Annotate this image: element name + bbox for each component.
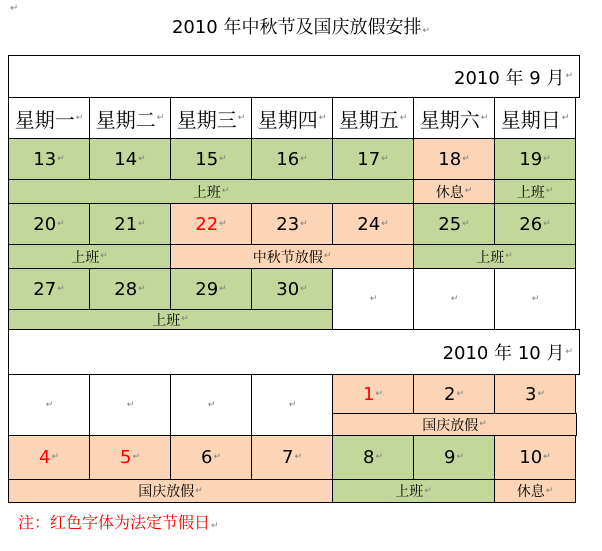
empty-cell <box>89 374 171 436</box>
paragraph-mark-icon: ↵ <box>456 388 464 399</box>
paragraph-mark-icon: ↵ <box>545 485 554 496</box>
paragraph-mark-icon: ↵ <box>132 452 140 462</box>
paragraph-mark-icon: ↵ <box>300 218 308 229</box>
paragraph-mark-icon: ↵ <box>323 251 332 261</box>
paragraph-mark-icon: ↵ <box>450 293 459 304</box>
paragraph-mark-icon: ↵ <box>100 251 108 261</box>
date-cell: 15 ↵ <box>170 138 252 180</box>
status-label: 国庆放假 ↵ <box>332 413 577 436</box>
date-cell: 8 ↵ <box>332 435 414 480</box>
date-cell: 5 ↵ <box>89 435 171 480</box>
paragraph-mark-icon: ↵ <box>207 399 216 410</box>
status-label: 上班 ↵ <box>494 179 576 204</box>
september-header: 2010 年 9 月 ↵ <box>8 55 580 98</box>
date-cell: 26 ↵ <box>494 203 576 245</box>
paragraph-mark-icon: ↵ <box>219 153 227 164</box>
paragraph-mark-icon: ↵ <box>51 452 59 462</box>
paragraph-mark-icon: ↵ <box>543 452 551 462</box>
date-cell: 1 ↵ <box>332 374 414 414</box>
status-label: 上班 ↵ <box>8 309 333 330</box>
paragraph-mark-icon: ↵ <box>138 283 146 294</box>
paragraph-mark-icon: ↵ <box>294 452 302 462</box>
paragraph-mark-icon: ↵ <box>462 218 470 229</box>
paragraph-mark-icon: ↵ <box>181 314 189 324</box>
paragraph-mark-icon: ↵ <box>462 153 470 164</box>
paragraph-mark-icon: ↵ <box>381 218 389 229</box>
paragraph-mark-icon: ↵ <box>318 112 327 123</box>
status-label: 上班 ↵ <box>332 479 495 503</box>
paragraph-mark-icon: ↵ <box>138 153 146 164</box>
weekday-header: 星期一 ↵ <box>8 97 90 139</box>
empty-cell <box>494 268 576 330</box>
weekday-header: 星期五 ↵ <box>332 97 414 139</box>
empty-cell <box>332 268 414 330</box>
date-cell: 24 ↵ <box>332 203 414 245</box>
footnote: 注：红色字体为法定节假日↵ <box>18 513 219 532</box>
empty-cell <box>413 268 495 330</box>
date-cell: 13 ↵ <box>8 138 90 180</box>
date-cell: 6 ↵ <box>170 435 252 480</box>
date-cell: 27 ↵ <box>8 268 90 310</box>
paragraph-mark-icon: ↵ <box>543 153 551 164</box>
date-cell: 21 ↵ <box>89 203 171 245</box>
date-cell: 7 ↵ <box>251 435 333 480</box>
date-cell: 19 ↵ <box>494 138 576 180</box>
status-label: 休息 ↵ <box>494 479 576 503</box>
status-label: 休息 ↵ <box>413 179 495 204</box>
paragraph-mark-icon: ↵ <box>126 399 135 410</box>
date-cell: 16 ↵ <box>251 138 333 180</box>
paragraph-mark-icon: ↵ <box>375 452 383 462</box>
paragraph-mark-icon: ↵ <box>10 3 19 14</box>
paragraph-mark-icon: ↵ <box>531 293 540 304</box>
paragraph-mark-icon: ↵ <box>57 283 65 294</box>
empty-cell <box>8 374 90 436</box>
paragraph-mark-icon: ↵ <box>237 112 246 123</box>
paragraph-mark-icon: ↵ <box>219 283 227 294</box>
date-cell: 3 ↵ <box>494 374 576 414</box>
paragraph-mark-icon: ↵ <box>221 186 230 196</box>
paragraph-mark-icon: ↵ <box>565 71 573 81</box>
status-label: 国庆放假 ↵ <box>8 479 333 503</box>
weekday-header: 星期二 ↵ <box>89 97 171 139</box>
weekday-header: 星期三 ↵ <box>170 97 252 139</box>
date-cell: 4 ↵ <box>8 435 90 480</box>
paragraph-mark-icon: ↵ <box>545 186 554 196</box>
paragraph-mark-icon: ↵ <box>456 452 464 462</box>
date-cell: 17 ↵ <box>332 138 414 180</box>
paragraph-mark-icon: ↵ <box>479 419 487 429</box>
weekday-header: 星期四 ↵ <box>251 97 333 139</box>
paragraph-mark-icon: ↵ <box>211 521 219 531</box>
paragraph-mark-icon: ↵ <box>375 388 383 399</box>
empty-cell <box>251 374 333 436</box>
paragraph-mark-icon: ↵ <box>300 283 308 294</box>
date-cell: 22 ↵ <box>170 203 252 245</box>
empty-cell <box>170 374 252 436</box>
paragraph-mark-icon: ↵ <box>156 112 165 123</box>
date-cell: 30 ↵ <box>251 268 333 310</box>
paragraph-mark-icon: ↵ <box>424 485 432 496</box>
date-cell: 29 ↵ <box>170 268 252 310</box>
paragraph-mark-icon: ↵ <box>288 399 297 410</box>
weekday-header: 星期日 ↵ <box>494 97 576 139</box>
paragraph-mark-icon: ↵ <box>57 218 65 229</box>
paragraph-mark-icon: ↵ <box>537 388 545 399</box>
paragraph-mark-icon: ↵ <box>213 452 221 462</box>
october-header: 2010 年 10 月 ↵ <box>8 329 580 375</box>
paragraph-mark-icon: ↵ <box>57 153 65 164</box>
date-cell: 20 ↵ <box>8 203 90 245</box>
status-label: 上班 ↵ <box>8 244 171 269</box>
status-label: 上班 ↵ <box>8 179 414 204</box>
paragraph-mark-icon: ↵ <box>195 485 203 496</box>
date-cell: 2 ↵ <box>413 374 495 414</box>
paragraph-mark-icon: ↵ <box>561 112 570 123</box>
date-cell: 23 ↵ <box>251 203 333 245</box>
status-label: 中秋节放假 ↵ <box>170 244 414 269</box>
paragraph-mark-icon: ↵ <box>300 153 308 164</box>
date-cell: 14 ↵ <box>89 138 171 180</box>
weekday-header: 星期六 ↵ <box>413 97 495 139</box>
paragraph-mark-icon: ↵ <box>75 112 84 123</box>
date-cell: 10 ↵ <box>494 435 576 480</box>
paragraph-mark-icon: ↵ <box>480 112 489 123</box>
date-cell: 25 ↵ <box>413 203 495 245</box>
date-cell: 9 ↵ <box>413 435 495 480</box>
date-cell: 28 ↵ <box>89 268 171 310</box>
page-title: 2010 年中秋节及国庆放假安排↵ <box>171 17 431 38</box>
paragraph-mark-icon: ↵ <box>543 218 551 229</box>
paragraph-mark-icon: ↵ <box>219 218 227 229</box>
status-label: 上班 ↵ <box>413 244 576 269</box>
paragraph-mark-icon: ↵ <box>565 346 573 357</box>
paragraph-mark-icon: ↵ <box>422 26 431 36</box>
paragraph-mark-icon: ↵ <box>138 218 146 229</box>
paragraph-mark-icon: ↵ <box>45 399 54 410</box>
paragraph-mark-icon: ↵ <box>399 112 408 123</box>
paragraph-mark-icon: ↵ <box>464 186 473 196</box>
date-cell: 18 ↵ <box>413 138 495 180</box>
paragraph-mark-icon: ↵ <box>381 153 389 164</box>
paragraph-mark-icon: ↵ <box>369 293 378 304</box>
paragraph-mark-icon: ↵ <box>505 251 513 261</box>
